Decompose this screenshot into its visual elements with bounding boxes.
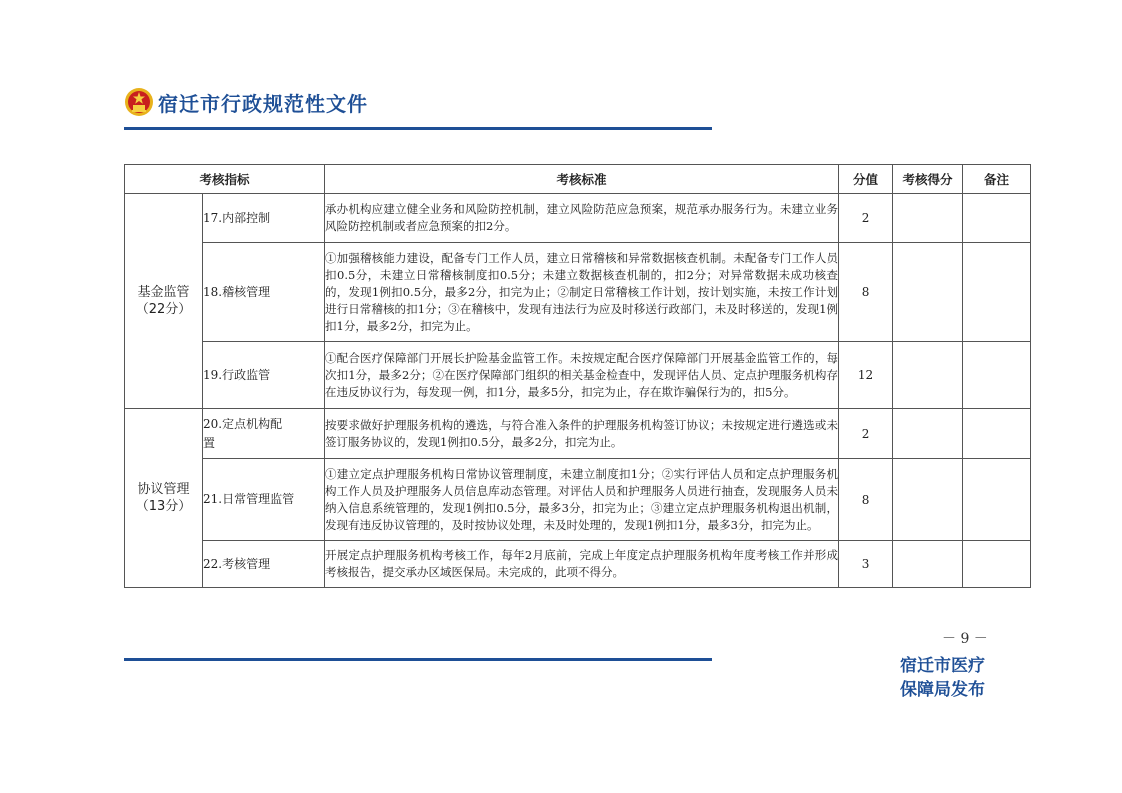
header-rule	[124, 127, 712, 130]
national-emblem-icon	[124, 87, 154, 117]
standard-cell: 开展定点护理服务机构考核工作，每年2月底前，完成上年度定点护理服务机构年度考核工作并形成考核报告，提交承办区域医保局。未完成的，此项不得分。	[325, 541, 839, 588]
result-cell	[893, 459, 963, 541]
footer-rule	[124, 658, 712, 661]
category-points: （22分）	[135, 302, 192, 317]
publisher-line-2: 保障局发布	[900, 680, 985, 700]
standard-cell: 按要求做好护理服务机构的遴选，与符合准入条件的护理服务机构签订协议；未按规定进行遴选或未签订服务协议的，发现1例扣0.5分，最多2分，扣完为止。	[325, 409, 839, 459]
category-name: 协议管理	[137, 482, 190, 497]
assessment-table	[124, 164, 1031, 588]
score-cell: 2	[839, 409, 893, 459]
table-row	[125, 541, 1031, 588]
result-cell	[893, 342, 963, 409]
result-cell	[893, 194, 963, 243]
header-remark: 备注	[963, 165, 1031, 194]
score-cell: 2	[839, 194, 893, 243]
indicator-cell: 19.行政监管	[203, 342, 325, 409]
indicator-cell: 20.定点机构配置	[203, 409, 325, 459]
table-row	[125, 409, 1031, 459]
score-cell: 12	[839, 342, 893, 409]
header-standard: 考核标准	[325, 165, 839, 194]
header-score: 分值	[839, 165, 893, 194]
category-name: 基金监管	[137, 285, 190, 300]
page-number: － 9 －	[942, 631, 988, 647]
result-cell	[893, 409, 963, 459]
standard-cell: ①加强稽核能力建设，配备专门工作人员，建立日常稽核和异常数据核查机制。未配备专门工作人员扣0.5分，未建立日常稽核制度扣0.5分；未建立数据核查机制的，扣2分；对异常数据未成功核查的，发现1例扣0.5分，最多2分，扣完为止；②制定日常稽核工作计划，按计划实施，未按工作计划进行日常稽核的扣1分；③在稽核中，发现有违法行为应及时移送行政部门，未及时移送的，发现1例扣1分，最多2分，扣完为止。	[325, 243, 839, 342]
table-header-row	[125, 165, 1031, 194]
standard-cell: ①建立定点护理服务机构日常协议管理制度，未建立制度扣1分；②实行评估人员和定点护理服务机构工作人员及护理服务人员信息库动态管理。对评估人员和护理服务人员进行抽查，发现服务人员未纳入信息系统管理的，发现1例扣0.5分，最多3分，扣完为止；③建立定点护理服务机构退出机制，发现有违反协议管理的，及时按协议处理，未及时处理的，发现1例扣1分，最多3分，扣完为止。	[325, 459, 839, 541]
indicator-cell: 18.稽核管理	[203, 243, 325, 342]
indicator-cell: 22.考核管理	[203, 541, 325, 588]
header-result: 考核得分	[893, 165, 963, 194]
publisher-line-1: 宿迁市医疗	[900, 656, 985, 676]
table-row	[125, 342, 1031, 409]
score-cell: 3	[839, 541, 893, 588]
category-cell	[125, 409, 203, 588]
remark-cell	[963, 459, 1031, 541]
indicator-cell: 21.日常管理监管	[203, 459, 325, 541]
score-cell: 8	[839, 243, 893, 342]
remark-cell	[963, 541, 1031, 588]
category-points: （13分）	[135, 499, 192, 514]
table-row	[125, 459, 1031, 541]
result-cell	[893, 541, 963, 588]
document-header	[124, 86, 368, 118]
remark-cell	[963, 243, 1031, 342]
document-series-title: 宿迁市行政规范性文件	[158, 91, 368, 116]
table-row	[125, 194, 1031, 243]
remark-cell	[963, 194, 1031, 243]
publisher-mark	[900, 654, 985, 702]
standard-cell: 承办机构应建立健全业务和风险防控机制，建立风险防范应急预案，规范承办服务行为。未建立业务风险防控机制或者应急预案的扣2分。	[325, 194, 839, 243]
remark-cell	[963, 409, 1031, 459]
indicator-cell: 17.内部控制	[203, 194, 325, 243]
table-row	[125, 243, 1031, 342]
remark-cell	[963, 342, 1031, 409]
standard-cell: ①配合医疗保障部门开展长护险基金监管工作。未按规定配合医疗保障部门开展基金监管工作的，每次扣1分，最多2分；②在医疗保障部门组织的相关基金检查中，发现评估人员、定点护理服务机构存在违反协议行为，每发现一例，扣1分，最多5分，扣完为止，存在欺诈骗保行为的，扣5分。	[325, 342, 839, 409]
category-cell	[125, 194, 203, 409]
score-cell: 8	[839, 459, 893, 541]
result-cell	[893, 243, 963, 342]
header-indicator: 考核指标	[125, 165, 325, 194]
